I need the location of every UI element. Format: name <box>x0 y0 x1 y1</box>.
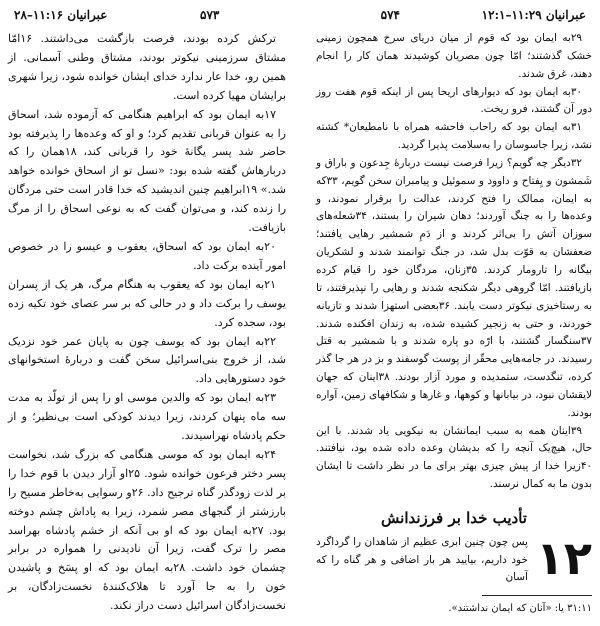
right-column <box>316 30 592 616</box>
left-column <box>8 30 286 616</box>
right-running-title: عبرانیان ۱۱:۲۹–۱۲:۱ <box>481 8 586 22</box>
footnote: ۳۱:۱۱ یا: «آنان که ایمان نداشتند». <box>448 603 592 615</box>
paragraph: ۲۰به ایمان بود که اسحاق، یعقوب و عیسو را در خصوص امور آینده برکت داد. <box>8 239 286 272</box>
paragraph: ۲۴به ایمان بود که موسی هنگامی که بزرگ شد، نخواست پسر دختر فرعون خوانده شود. ۲۵او آزار دیدن با قوم خدا را بر لذت زودگذر گناه ترجیح داد. ۲۶و رسوایی به‌خاطر مسیح را بارزشتر از گنجهای مصر شمرد، زیرا به پاداش چشم دوخته بود. ۲۷به ایمان بود که او بی آنکه از خشم پادشاه بهراسد مصر را ترک گفت، زیرا آن نادیدنی را همواره در برابر چشمان خود داشت. ۲۸به ایمان بود که او پسَخ و پاشیدن خون را به جا آورد تا هلاک‌کنندهٔ نخست‌زادگان، بر نخست‌زادگان اسرائیل دست دراز نکند. <box>8 447 287 613</box>
paragraph: ۲۲به ایمان بود که یوسف چون به پایان عمر خود نزدیک شد، از خروج بنی‌اسرائیل سخن گفت و دربارهٔ استخوانهای خود دستورهایی داد. <box>8 334 286 386</box>
paragraph: ۳۱به ایمان بود که راحاب فاحشه همراه با نامطیعان* کشته نشد، زیرا جاسوسان را به‌سلامت پذیرا گردید. <box>316 121 592 152</box>
paragraph: ۳۹اینان همه به سبب ایمانشان به نیکویی یاد شدند. با این حال، هیچ‌یک آنچه را که بدیشان وعده داده شده بود، نیافتند. ۴۰زیرا خدا از پیش چیزی بهتر برای ما در نظر داشت تا ایشان بدون ما به کمال نرسند. <box>316 424 592 491</box>
section-heading: تأدیب خدا بر فرزندانش <box>381 508 527 527</box>
paragraph: ترکش کرده بودند، فرصت بازگشت می‌داشتند. ۱۶امّا مشتاق سرزمینی نیکوتر بودند، مشتاق وطنی آسمانی. از همین رو، خدا عار ندارد خدای ایشان خوانده شود، زیرا شهری برایشان مهیا کرده است. <box>8 32 286 102</box>
paragraph: ۳۲دیگر چه گویم؟ زیرا فرصت نیست دربارهٔ جِدعون و باراق و شَمشون و یِفتاح و داوود و سموئیل و پیامبران سخن گویم، ۳۳که به ایمان، ممالک را فتح کردند، عدالت را برقرار نمودند، و وعده‌ها را به چنگ آوردند؛ دهان شیران را بستند، ۳۴شعله‌های سوزان آتش را بی‌اثر کردند و از دَمِ شمشیر رهایی یافتند؛ ضعفشان به قوّت بدل شد، در جنگ توانمند شدند و لشکریان بیگانه را تارومار کردند. ۳۵زنان، مردگان خود را قیام کرده بازیافتند. امّا گروهی دیگر شکنجه شدند و رهایی را نپذیرفتند، تا به رستاخیزی نیکوتر دست یابند. ۳۶بعضی استهزا شدند و تازیانه خوردند، و حتی به زنجیر کشیده شده، به زندان افکنده شدند. ۳۷سنگسار گشتند، با ارّه دو پاره شدند و با شمشیر به قتل رسیدند. در جامه‌هایی محقّر از پوست گوسفند و بز در هر جا گذر کرده، تنگدست، ستمدیده و مورد آزار بودند. ۳۸اینان که جهان لایقشان نبود، در بیابانها و کوهها، و غارها و شکافهای زمین، آواره بودند. <box>316 156 592 419</box>
footnote-divider <box>482 595 592 596</box>
chapter-text: پس چون چنین ابری عظیم از شاهدان را گرداگرد خود داریم، بیایید هر بار اضافی و هر گناه را که آسان <box>316 535 528 584</box>
right-page-number: ۵۷۴ <box>380 8 400 22</box>
paragraph: ۳۰به ایمان بود که دیوارهای اریحا پس از اینکه قوم هفت روز دور آن گشتند، فرو ریخت. <box>316 85 592 116</box>
left-running-title: عبرانیان ۱۱:۱۶–۲۸ <box>14 8 108 22</box>
paragraph: ۲۳به ایمان بود که والدین موسی او را پس از تولّد به مدت سه ماه پنهان کردند، زیرا دیدند کودکی است بی‌نظیر؛ و از حکم پادشاه نهراسیدند. <box>8 391 286 443</box>
left-page-number: ۵۷۳ <box>200 8 220 22</box>
page-header <box>10 6 590 26</box>
paragraph: ۲۱به ایمان بود که یعقوب به هنگام مرگ، هر یک از پسران یوسف را برکت داد و در حالی که بر سر عصای خود تکیه زده بود، سجده کرد. <box>8 277 286 329</box>
chapter-number: ۱۲ <box>535 533 592 585</box>
paragraph: ۱۷به ایمان بود که ابراهیم هنگامی که آزموده شد، اسحاق را به عنوان قربانی تقدیم کرد؛ و او که وعده‌ها را پذیرفته بود حاضر شد پسر یگانهٔ خود را قربانی کند، ۱۸همان را که دربارهاش گفته شده بود: «نسل تو از اسحاق خوانده خواهد شد.» ۱۹ابراهیم چنین اندیشید که خدا قادر است حتی مردگان را زنده کند، و می‌توان گفت که به نوعی اسحاق را از مرگ بازیافت. <box>8 107 287 235</box>
paragraph: ۲۹به ایمان بود که قوم از میان دریای سرخ همچون زمینی خشک گذشتند؛ امّا چون مصریان کوشیدند همان کار را انجام دهند، غرق شدند. <box>316 32 592 80</box>
chapter-start <box>316 534 592 588</box>
